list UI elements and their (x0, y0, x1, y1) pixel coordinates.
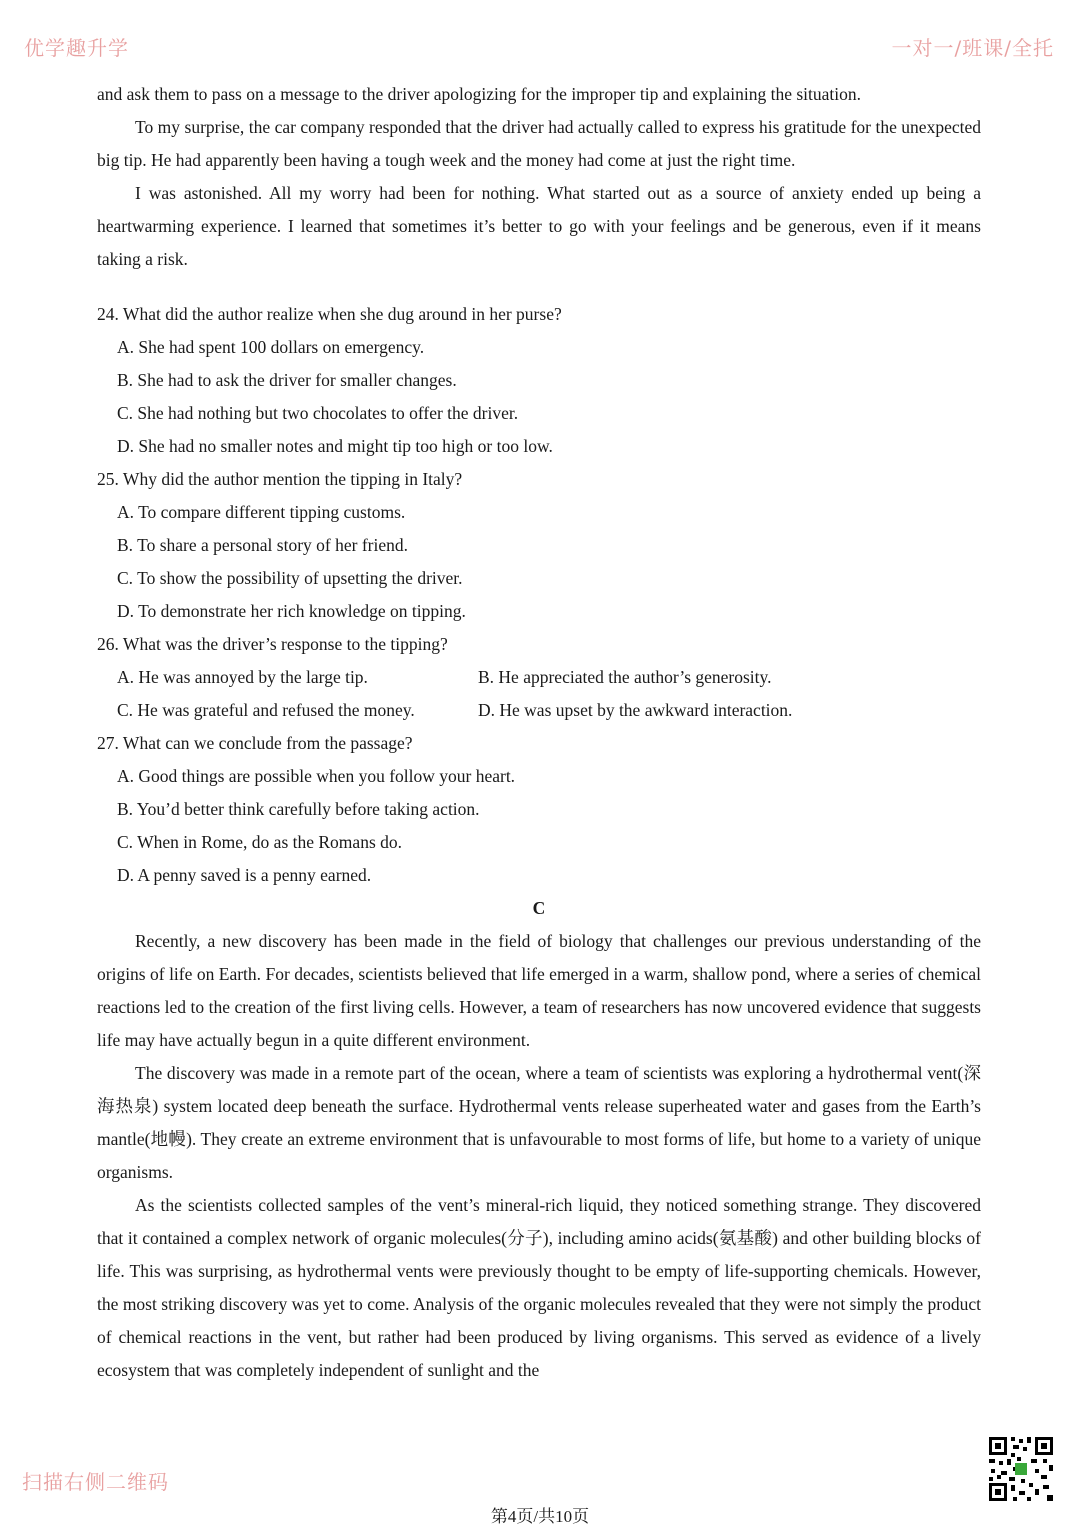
passage-b-paragraph: To my surprise, the car company responded that the driver had actually called to express his gratitude for the unexpected big tip. He had apparently been having a tough week and the money had come at just the right time. (97, 117, 981, 170)
question-27-option-a: A. Good things are possible when you follow your heart. (117, 766, 516, 786)
question-24-option-a: A. She had spent 100 dollars on emergency. (117, 337, 425, 357)
question-24-option-d: D. She had no smaller notes and might tip too high or too low. (117, 436, 553, 456)
section-c-paragraph: Recently, a new discovery has been made in the field of biology that challenges our previous understanding of the origins of life on Earth. For decades, scientists believed that life emerged in a warm, shallow pond, where a series of chemical reactions led to the creation of the first living cells. However, a team of researchers has now uncovered evidence that suggests life may have actually begun in a quite different environment. (97, 931, 981, 1050)
question-26-option-c: C. He was grateful and refused the money. (117, 700, 415, 720)
question-26-options-row-1 (97, 661, 981, 694)
question-27-option-c: C. When in Rome, do as the Romans do. (117, 832, 402, 852)
question-24-stem: 24. What did the author realize when she dug around in her purse? (97, 304, 562, 324)
question-26-options-row-2 (97, 694, 981, 727)
question-25-option-c: C. To show the possibility of upsetting the driver. (117, 568, 463, 588)
question-26-option-b: B. He appreciated the author’s generosity. (478, 667, 772, 687)
qr-code-icon[interactable] (987, 1435, 1055, 1503)
header-brand: 优学趣升学 (24, 36, 129, 60)
question-25-option-d: D. To demonstrate her rich knowledge on tipping. (117, 601, 466, 621)
question-24-option-b: B. She had to ask the driver for smaller changes. (117, 370, 457, 390)
question-26-stem: 26. What was the driver’s response to the tipping? (97, 634, 448, 654)
section-c-paragraph: The discovery was made in a remote part of the ocean, where a team of scientists was exploring a hydrothermal vent(深海热泉) system located deep beneath the surface. Hydrothermal vents release superheated water and gases from the Earth’s mantle(地幔). They create an extreme environment that is unfavourable to most forms of life, but home to a variety of unique organisms. (97, 1063, 981, 1182)
section-c-heading: C (532, 898, 546, 918)
question-26-option-d: D. He was upset by the awkward interaction. (478, 700, 793, 720)
passage-b-paragraph: and ask them to pass on a message to the driver apologizing for the improper tip and explaining the situation. (97, 84, 861, 104)
question-27-option-d: D. A penny saved is a penny earned. (117, 865, 372, 885)
header-services: 一对一/班课/全托 (891, 36, 1054, 60)
document-body (97, 78, 981, 1387)
passage-b-paragraph: I was astonished. All my worry had been for nothing. What started out as a source of anxiety ended up being a heartwarming experience. I learned that sometimes it’s better to go with your feelings and be generous, even if it means taking a risk. (97, 183, 981, 269)
question-25-option-a: A. To compare different tipping customs. (117, 502, 406, 522)
question-24-option-c: C. She had nothing but two chocolates to offer the driver. (117, 403, 519, 423)
page-number: 第4页/共10页 (490, 1507, 590, 1526)
question-27-stem: 27. What can we conclude from the passage? (97, 733, 413, 753)
question-27-option-b: B. You’d better think carefully before taking action. (117, 799, 480, 819)
scan-qr-prompt: 扫描右侧二维码 (22, 1470, 169, 1494)
question-25-stem: 25. Why did the author mention the tipping in Italy? (97, 469, 463, 489)
question-25-option-b: B. To share a personal story of her friend. (117, 535, 409, 555)
question-26-option-a: A. He was annoyed by the large tip. (117, 667, 368, 687)
section-c-paragraph: As the scientists collected samples of the vent’s mineral-rich liquid, they noticed something strange. They discovered that it contained a complex network of organic molecules(分子), including amino acids(氨基酸) and other building blocks of life. This was surprising, as hydrothermal vents were previously thought to be empty of life-supporting chemicals. However, the most striking discovery was yet to come. Analysis of the organic molecules revealed that they were not simply the product of chemical reactions in the vent, but rather had been produced by living organisms. This served as evidence of a lively ecosystem that was completely independent of sunlight and the (97, 1195, 981, 1380)
